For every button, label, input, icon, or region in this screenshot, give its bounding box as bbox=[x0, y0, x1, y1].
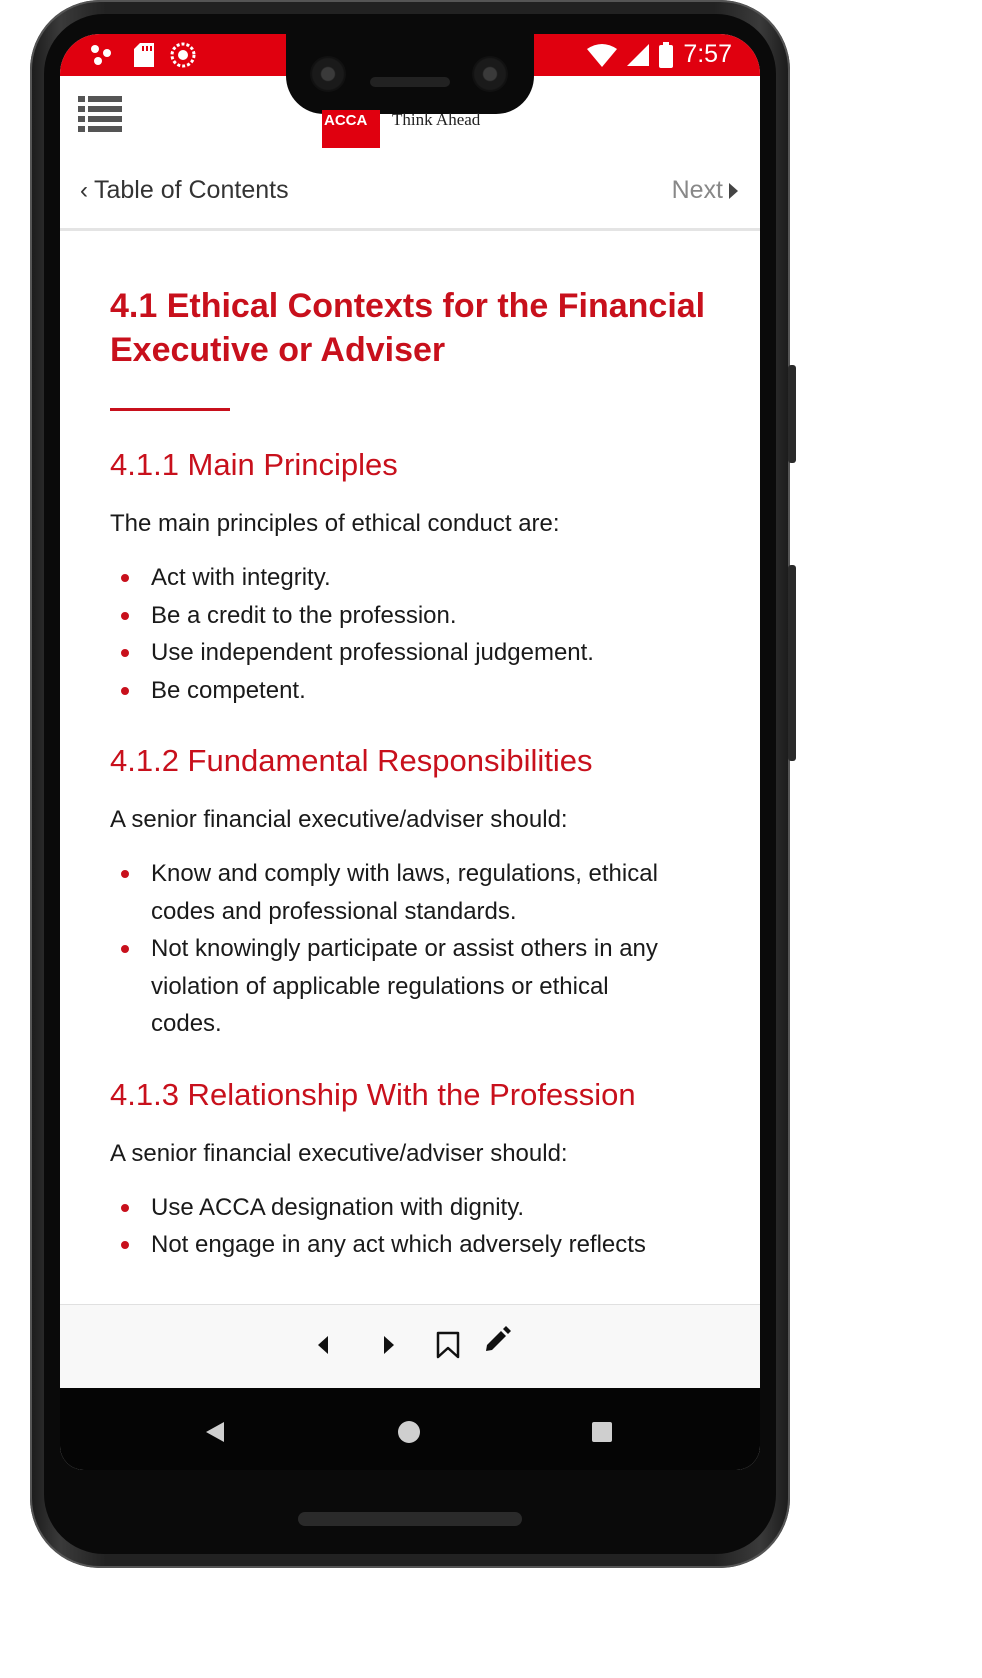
table-of-contents-link[interactable] bbox=[80, 176, 289, 205]
previous-button[interactable] bbox=[303, 1325, 343, 1365]
article-title: 4.1 Ethical Contexts for the Financial Executive or Adviser bbox=[110, 287, 706, 369]
toc-label: Table of Contents bbox=[94, 176, 289, 204]
caret-right-icon bbox=[729, 183, 738, 199]
front-camera-right bbox=[472, 56, 508, 92]
bullet-list bbox=[110, 559, 730, 709]
section-intro: The main principles of ethical conduct are: bbox=[110, 510, 560, 537]
sd-card-icon bbox=[134, 43, 154, 67]
bullet-list bbox=[110, 855, 670, 1043]
section-intro: A senior financial executive/adviser should: bbox=[110, 1139, 568, 1167]
list-item: Know and comply with laws, regulations, ethical codes and professional standards. bbox=[110, 855, 670, 930]
back-icon bbox=[204, 1420, 226, 1444]
section-heading: 4.1.2 Fundamental Responsibilities bbox=[110, 743, 593, 778]
title-divider bbox=[110, 408, 230, 411]
signal-icon bbox=[627, 44, 649, 66]
system-back-button[interactable] bbox=[195, 1412, 235, 1452]
bullet-list bbox=[110, 1189, 730, 1264]
earpiece-speaker bbox=[370, 77, 450, 87]
next-link[interactable] bbox=[672, 176, 738, 205]
next-label: Next bbox=[671, 176, 723, 204]
screen bbox=[60, 34, 760, 1470]
sync-icon bbox=[170, 42, 196, 68]
front-camera-left bbox=[310, 56, 346, 92]
logo-mark: ACCA bbox=[322, 110, 380, 148]
bookmark-button[interactable] bbox=[428, 1325, 468, 1365]
acca-logo bbox=[322, 110, 480, 148]
edit-pencil-icon bbox=[484, 1325, 512, 1353]
previous-icon bbox=[316, 1336, 330, 1354]
system-home-button[interactable] bbox=[389, 1412, 429, 1452]
volume-button bbox=[788, 565, 796, 761]
next-icon bbox=[382, 1336, 396, 1354]
edit-button[interactable] bbox=[478, 1319, 518, 1359]
bottom-toolbar bbox=[60, 1304, 760, 1389]
section-heading: 4.1.1 Main Principles bbox=[110, 447, 398, 482]
section-heading: 4.1.3 Relationship With the Profession bbox=[110, 1076, 636, 1112]
camera-notch bbox=[286, 34, 534, 114]
article-content bbox=[110, 284, 730, 1264]
bottom-speaker bbox=[298, 1512, 522, 1526]
list-item: Use ACCA designation with dignity. bbox=[110, 1189, 730, 1227]
battery-icon bbox=[659, 42, 673, 68]
wifi-icon bbox=[587, 43, 617, 67]
list-item: Use independent professional judgement. bbox=[110, 634, 730, 672]
system-recents-button[interactable] bbox=[582, 1412, 622, 1452]
list-item: Not engage in any act which adversely reflects bbox=[110, 1226, 730, 1264]
recents-icon bbox=[591, 1421, 613, 1443]
logo-tagline: Think Ahead bbox=[392, 110, 481, 129]
bookmark-icon bbox=[436, 1331, 460, 1359]
power-button bbox=[788, 365, 796, 463]
system-navigation-bar bbox=[60, 1388, 760, 1470]
list-item: Not knowingly participate or assist others in any violation of applicable regulations or ethical codes. bbox=[110, 930, 670, 1043]
status-left-icons bbox=[90, 42, 196, 68]
notification-dots-icon bbox=[90, 44, 118, 66]
status-right-icons bbox=[587, 40, 732, 69]
list-menu-icon[interactable] bbox=[78, 96, 122, 134]
next-button[interactable] bbox=[369, 1325, 409, 1365]
list-item: Act with integrity. bbox=[110, 559, 730, 597]
chevron-left-icon: ‹ bbox=[80, 176, 88, 204]
home-icon bbox=[397, 1420, 421, 1444]
list-item: Be a credit to the profession. bbox=[110, 597, 730, 635]
status-time: 7:57 bbox=[683, 40, 732, 68]
list-item: Be competent. bbox=[110, 672, 730, 710]
section-intro: A senior financial executive/adviser should: bbox=[110, 806, 568, 833]
navigation-bar bbox=[60, 164, 760, 231]
